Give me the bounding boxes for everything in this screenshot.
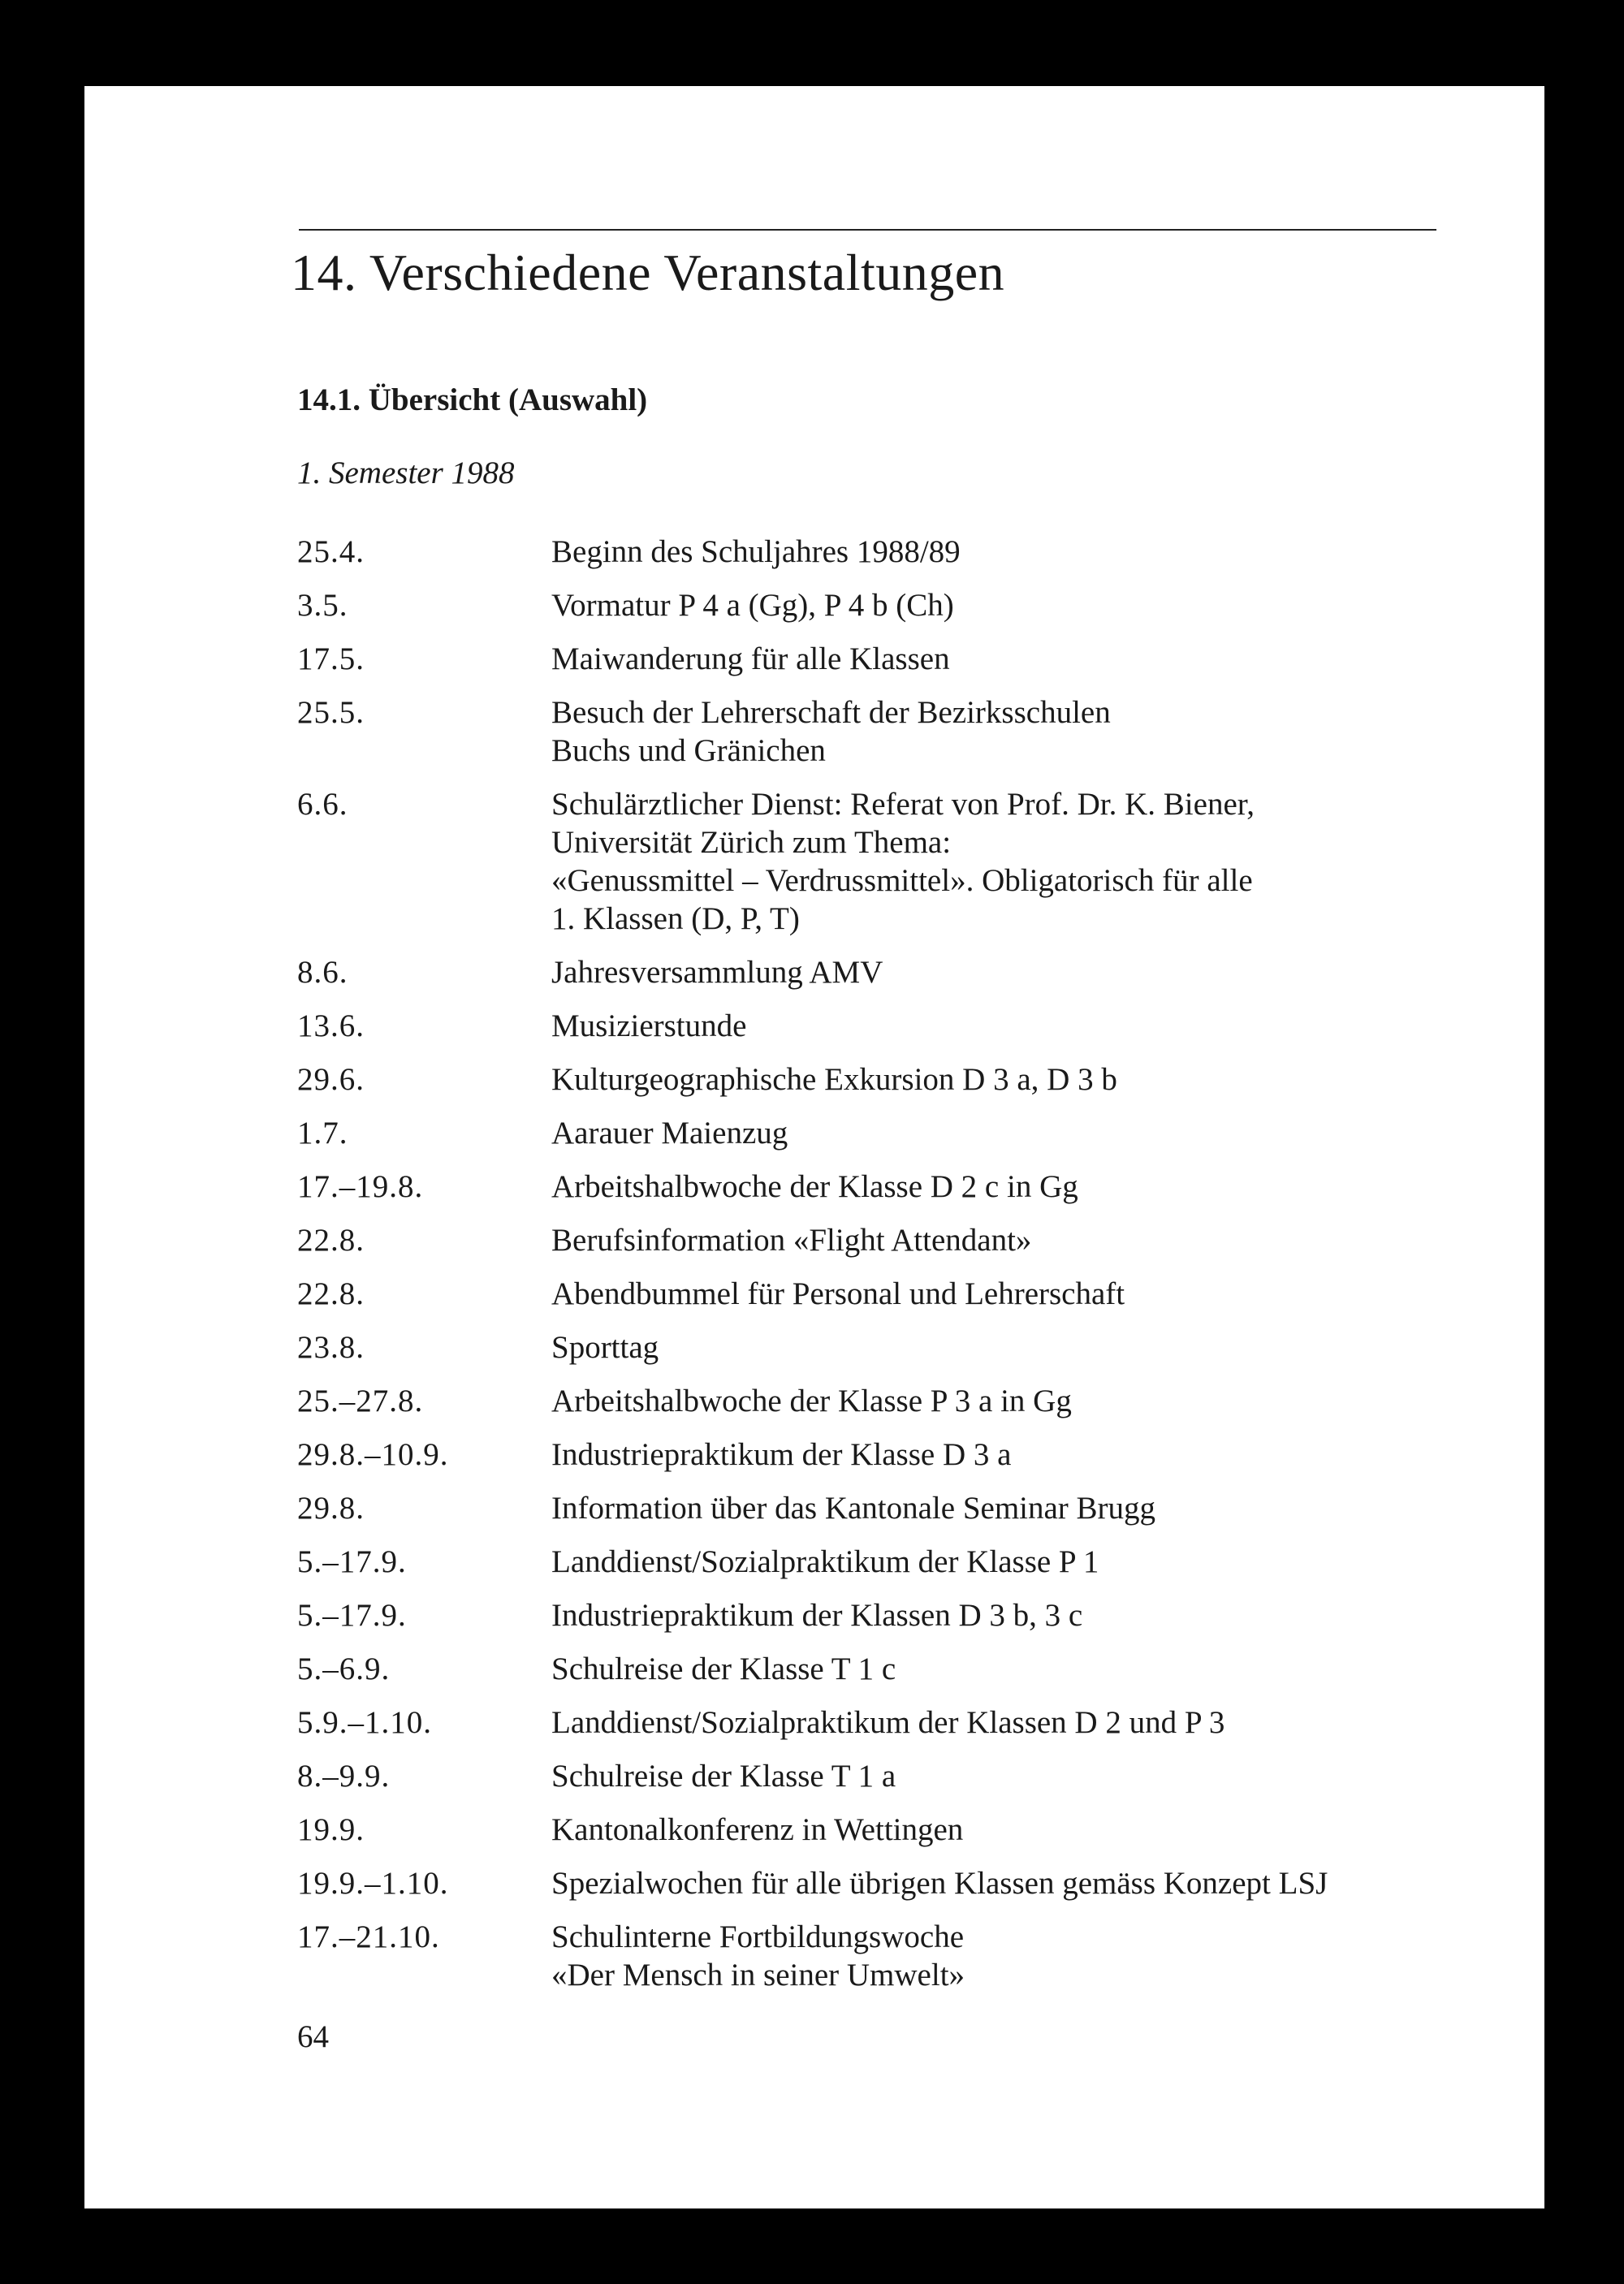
event-description [551,1382,1453,1420]
event-date: 5.–6.9. [297,1651,391,1686]
event-description [551,693,1453,770]
event-description-line: Buchs und Gränichen [551,733,826,768]
event-description [551,1436,1453,1474]
event-description [551,1489,1453,1527]
event-date: 1.7. [297,1116,348,1151]
semester-title: 1. Semester 1988 [297,456,515,490]
event-description-line: Kantonalkonferenz in Wettingen [551,1812,964,1847]
event-description-line: «Der Mensch in seiner Umwelt» [551,1958,965,1993]
event-date: 25.4. [297,534,365,569]
event-description [551,1543,1453,1581]
event-description-line: Jahresversammlung AMV [551,955,883,990]
event-description-line: Information über das Kantonale Seminar Brugg [551,1491,1156,1526]
event-date: 25.–27.8. [297,1384,424,1418]
page-number: 64 [297,2019,329,2054]
document-page [84,86,1544,2208]
event-description [551,640,1453,678]
event-date: 8.–9.9. [297,1759,391,1794]
event-description [551,1114,1453,1152]
event-date: 22.8. [297,1276,365,1311]
event-date: 17.–21.10. [297,1919,440,1954]
event-description-line: Abendbummel für Personal und Lehrerschaft [551,1276,1125,1311]
event-description-line: Besuch der Lehrerschaft der Bezirksschulen [551,695,1111,730]
event-description [551,1168,1453,1206]
event-date: 5.–17.9. [297,1544,407,1579]
event-description [551,1918,1453,1994]
event-date: 29.6. [297,1062,365,1097]
event-description-line: Landdienst/Sozialpraktikum der Klasse P 1 [551,1544,1099,1579]
event-description [551,1757,1453,1795]
event-description-line: Musizierstunde [551,1008,747,1043]
event-date: 8.6. [297,955,348,990]
event-description-line: Industriepraktikum der Klassen D 3 b, 3 c [551,1598,1083,1633]
event-date: 23.8. [297,1330,365,1365]
event-description [551,1650,1453,1688]
event-description-line: Landdienst/Sozialpraktikum der Klassen D 2 und P 3 [551,1705,1225,1740]
event-description-line: Maiwanderung für alle Klassen [551,641,950,676]
event-description [551,586,1453,624]
event-description [551,785,1453,938]
event-description-line: Arbeitshalbwoche der Klasse D 2 c in Gg [551,1169,1078,1204]
event-description [551,953,1453,991]
event-description-line: Berufsinformation «Flight Attendant» [551,1223,1032,1258]
event-description-line: Spezialwochen für alle übrigen Klassen gemäss Konzept LSJ [551,1866,1328,1901]
event-description [551,1703,1453,1742]
event-date: 19.9.–1.10. [297,1866,449,1901]
event-description-line: Aarauer Maienzug [551,1116,788,1151]
event-date: 25.5. [297,695,365,730]
event-date: 29.8. [297,1491,365,1526]
event-description-line: Arbeitshalbwoche der Klasse P 3 a in Gg [551,1384,1072,1418]
event-description-line: Kulturgeographische Exkursion D 3 a, D 3 b [551,1062,1117,1097]
event-description-line: «Genussmittel – Verdrussmittel». Obligatorisch für alle [551,863,1253,898]
section-title: 14.1. Übersicht (Auswahl) [297,382,648,417]
event-description [551,533,1453,571]
event-date: 22.8. [297,1223,365,1258]
event-description [551,1864,1453,1902]
event-description [551,1811,1453,1849]
event-date: 19.9. [297,1812,365,1847]
event-description-line: Vormatur P 4 a (Gg), P 4 b (Ch) [551,588,954,623]
event-date: 17.5. [297,641,365,676]
event-description-line: Schulreise der Klasse T 1 c [551,1651,896,1686]
event-description-line: Universität Zürich zum Thema: [551,825,952,860]
event-date: 29.8.–10.9. [297,1437,449,1472]
event-date: 13.6. [297,1008,365,1043]
event-date: 17.–19.8. [297,1169,424,1204]
event-date: 5.9.–1.10. [297,1705,432,1740]
event-description-line: Schulinterne Fortbildungswoche [551,1919,965,1954]
header-rule [299,229,1436,231]
event-date: 6.6. [297,787,348,822]
event-description [551,1596,1453,1634]
event-description-line: Schulreise der Klasse T 1 a [551,1759,896,1794]
event-description [551,1221,1453,1259]
chapter-title: 14. Verschiedene Veranstaltungen [291,244,1005,301]
event-description [551,1060,1453,1099]
event-description-line: Sporttag [551,1330,659,1365]
event-description-line: 1. Klassen (D, P, T) [551,901,800,936]
event-date: 3.5. [297,588,348,623]
event-description-line: Schulärztlicher Dienst: Referat von Prof. Dr. K. Biener, [551,787,1255,822]
event-description [551,1275,1453,1313]
event-description [551,1328,1453,1367]
event-description-line: Industriepraktikum der Klasse D 3 a [551,1437,1012,1472]
event-description-line: Beginn des Schuljahres 1988/89 [551,534,961,569]
event-description [551,1007,1453,1045]
event-date: 5.–17.9. [297,1598,407,1633]
